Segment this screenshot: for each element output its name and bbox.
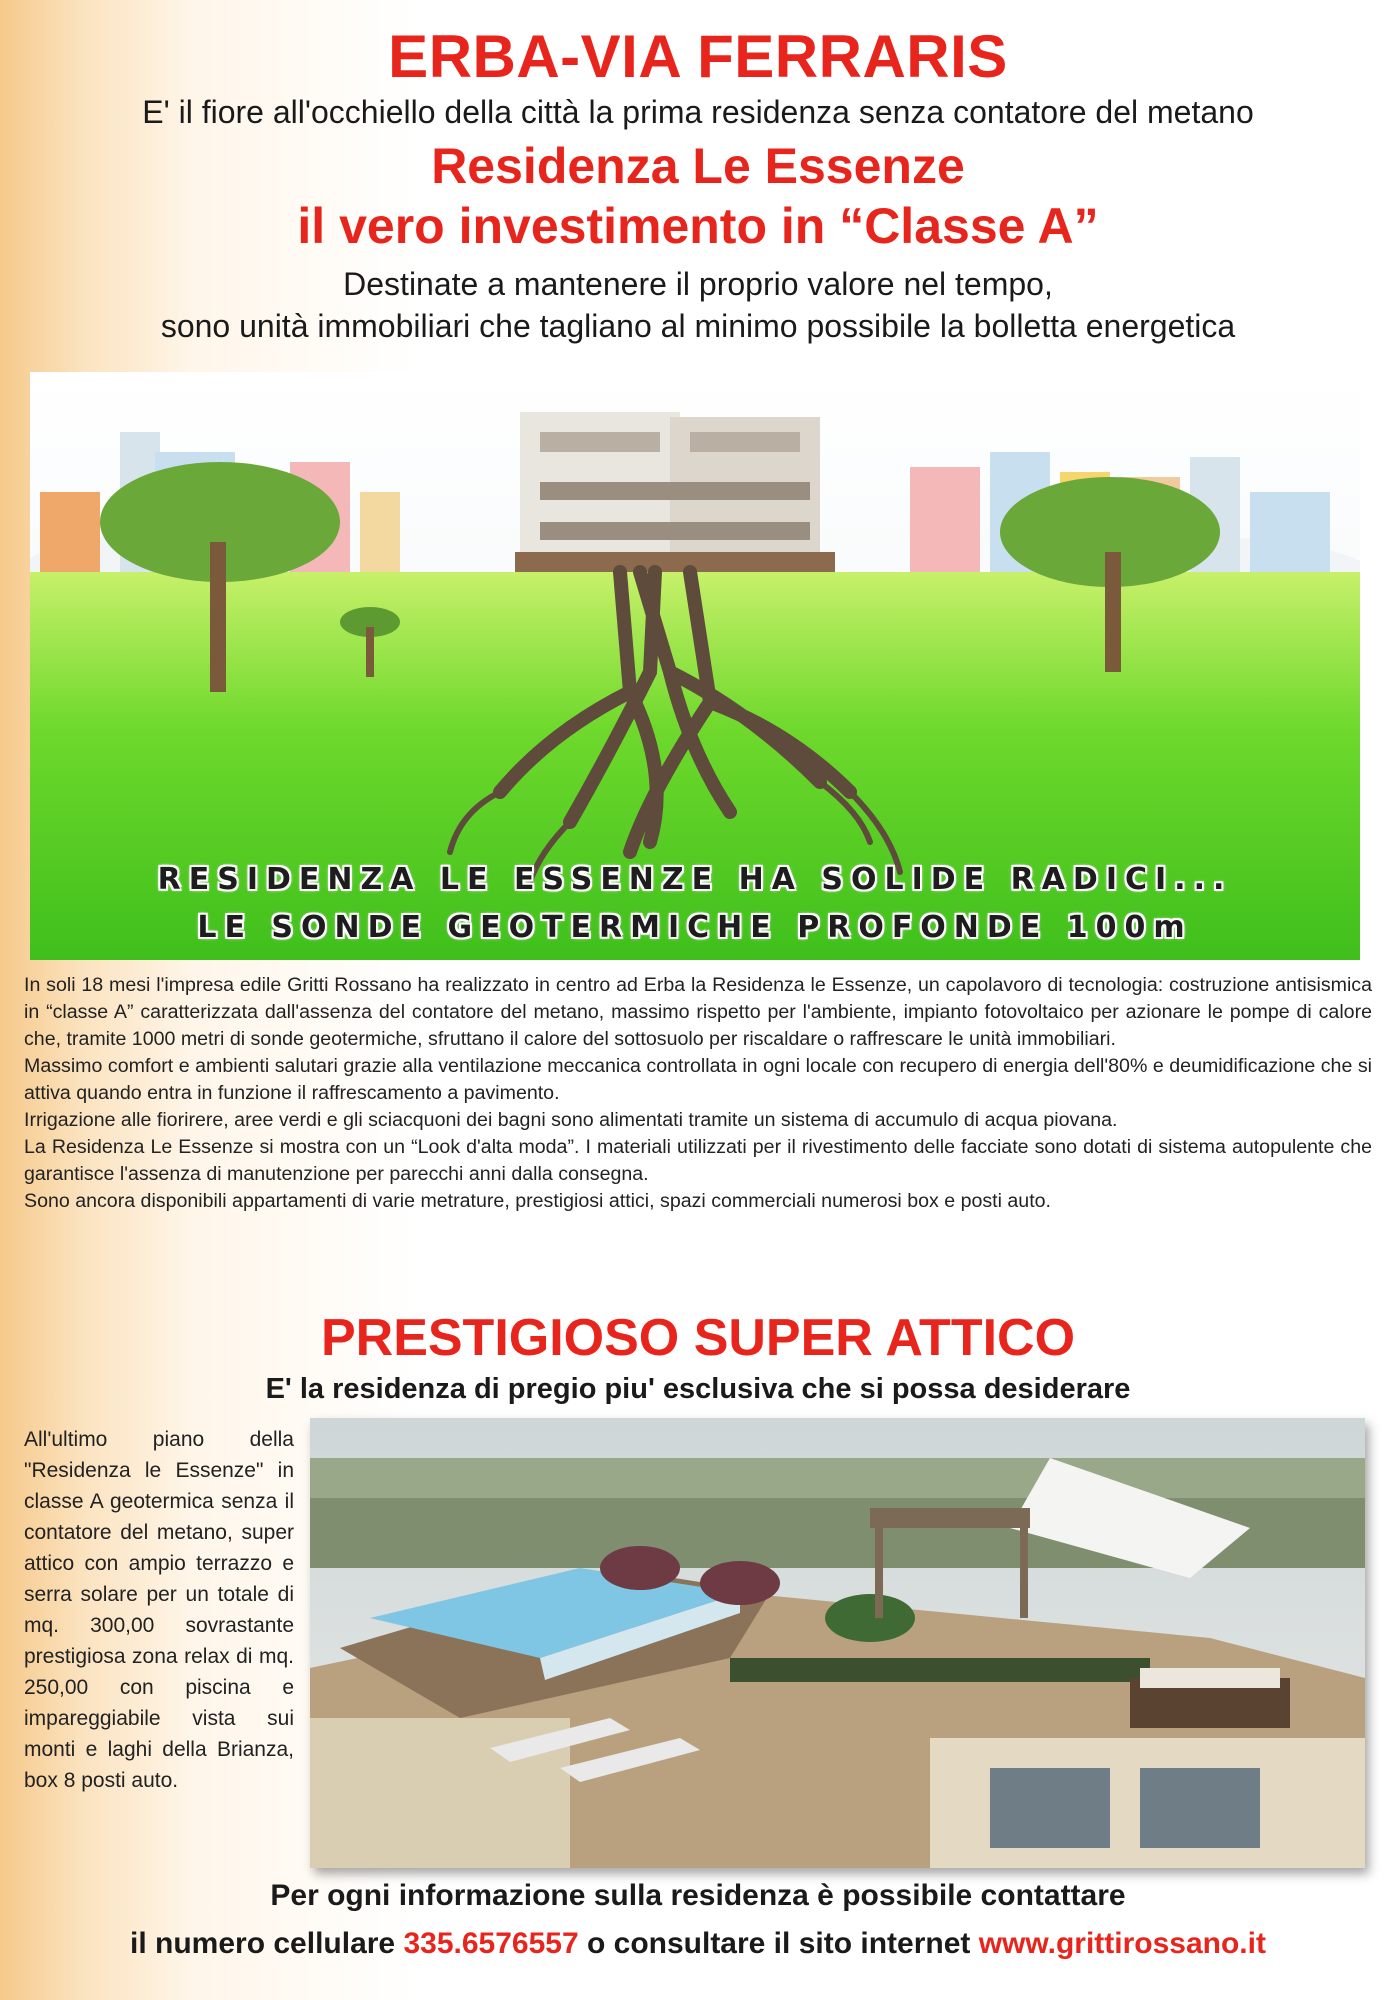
residence-title: Residenza Le Essenze <box>431 138 965 194</box>
attico-description: All'ultimo piano della "Residenza le Essenze" in classe A geotermica senza il contatore del metano, super attico con ampio terrazzo e serra solare per un totale di mq. 300,00 sovrastante prestigiosa zona relax di mq. 250,00 con piscina e impareggiabile vista sui monti e laghi della Brianza, box 8 posti auto. <box>24 1428 294 1792</box>
hero-caption-line-2: LE SONDE GEOTERMICHE PROFONDE 100m <box>197 910 1193 945</box>
footer-middle: o consultare il sito internet <box>578 1927 979 1960</box>
description-line-1: Destinate a mantenere il proprio valore nel tempo, <box>343 266 1053 302</box>
residence-subtitle: il vero investimento in “Classe A” <box>297 198 1099 254</box>
body-paragraph: In soli 18 mesi l'impresa edile Gritti Rossano ha realizzato in centro ad Erba la Residenza le Essenze, un capolavoro di tecnologia: costruzione antisismica in “classe A” caratterizzata dall'assenza del contatore del metano, massimo rispetto per l'ambiente, impianto fotovoltaico per azionare le pompe di calore che, tramite 1000 metri di sonde geotermiche, sfruttano il calore del sottosuolo per riscaldare o raffrescare le unità immobiliari. <box>24 974 1372 1050</box>
footer-contact-line-1: Per ogni informazione sulla residenza è possibile contattare <box>270 1879 1126 1912</box>
body-paragraph: La Residenza Le Essenze si mostra con un “Look d'alta moda”. I materiali utilizzati per il rivestimento delle facciate sono dotati di sistema autopulente che garantisce l'assenza di manutenzione per parecchi anni dalla consegna. <box>24 1136 1372 1185</box>
attico-subtitle: E' la residenza di pregio piu' esclusiva che si possa desiderare <box>265 1373 1131 1405</box>
body-paragraph: Irrigazione alle fiorirere, aree verdi e gli sciacquoni dei bagni sono alimentati tramite un sistema di accumulo di acqua piovana. <box>24 1109 1118 1131</box>
footer-contact-line-2 <box>0 1924 1396 1964</box>
hero-illustration <box>30 372 1360 960</box>
body-paragraph: Massimo comfort e ambienti salutari grazie alla ventilazione meccanica controllata in ogni locale con recupero di energia dell'80% e deumidificazione che si attiva quando entra in funzione il raffrescamento a pavimento. <box>24 1055 1372 1104</box>
footer-prefix: il numero cellulare <box>130 1927 404 1960</box>
attico-title: PRESTIGIOSO SUPER ATTICO <box>320 1309 1076 1367</box>
body-text <box>24 972 1372 1215</box>
phone-number-link[interactable]: 335.6576557 <box>403 1927 579 1960</box>
website-link[interactable]: www.grittirossano.it <box>978 1927 1266 1960</box>
penthouse-rendering <box>310 1418 1365 1868</box>
hero-caption-line-1: RESIDENZA LE ESSENZE HA SOLIDE RADICI... <box>157 862 1233 897</box>
page-title: ERBA-VIA FERRARIS <box>388 23 1008 90</box>
penthouse-graphic <box>310 1418 1365 1868</box>
body-paragraph: Sono ancora disponibili appartamenti di varie metrature, prestigiosi attici, spazi commerciali numerosi box e posti auto. <box>24 1190 1051 1212</box>
description-line-2: sono unità immobiliari che tagliano al minimo possibile la bolletta energetica <box>160 308 1236 344</box>
page-subtitle: E' il fiore all'occhiello della città la prima residenza senza contatore del metano <box>142 94 1254 130</box>
